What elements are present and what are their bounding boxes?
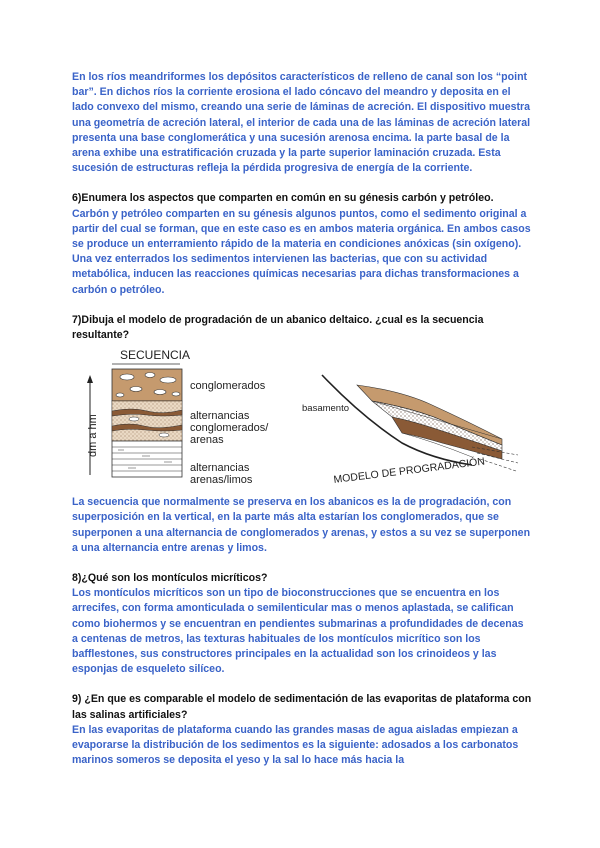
progradation-diagram [72, 347, 532, 489]
label-arenas-limos: arenas/limos [190, 474, 253, 487]
label-arenas: arenas [190, 434, 224, 447]
progradation-model [322, 375, 518, 471]
question-8: 8)¿Qué son los montículos micríticos? [72, 572, 268, 585]
question-9: 9) ¿En que es comparable el modelo de sedimentación de las evaporitas de plataforma con las salinas artificiales? [72, 693, 532, 721]
answer-7: La secuencia que normalmente se preserva en los abanicos es la de progradación, con superposición en la vertical, en la parte más alta estarían los conglomerados, que se superponen a una alternancia de conglomerados y arenas, y estos a su vez se superponen a una alternancia entre arenas y limos. [72, 496, 531, 554]
strat-column [112, 369, 182, 477]
answer-6: Carbón y petróleo comparten en su génesis algunos puntos, como el sedimento original a partir del cual se forman, que en este caso es en ambos materia orgánica. En ambos casos se produce un enterramiento rápido de la materia en condiciones anóxicas (sin oxígeno). Una vez enterrados los sedimentos intervienen las bacterias, que con su actividad metabólica, inducen las reacciones químicas necesarias para dichas transformaciones a carbón o petróleo. [72, 207, 531, 296]
intro-paragraph: En los ríos meandriformes los depósitos característicos de relleno de canal son los “point bar”. En dichos ríos la corriente erosiona el lado cóncavo del meandro y deposita en el lado convexo del mismo, creando una serie de láminas de acreción. El dispositivo muestra una geometría de acreción lateral, el interior de cada una de las láminas de acreción lateral presenta una base conglomerática y una sucesión arenosa encima. la parte basal de la arena exhibe una estratificación cruzada y la parte superior laminación cruzada. Esta sucesión de estructuras refleja la pérdida progresiva de energía de la corriente. [72, 71, 531, 175]
label-conglomerados-arenas: conglomerados/ [190, 422, 269, 435]
answer-8: Los montículos micríticos son un tipo de bioconstrucciones que se encuentra en los arrecifes, con forma amonticulada o semilenticular mas o menos aplastada, se califican como biohermos y se encuentran en pendientes submarinas a profundidades de decenas a centenas de metros, las texturas habituales de los montículos micrítico son los bafflestones, sus constructores principales en la actualidad son los crinoideos y las esponjas de esqueleto silíceo. [72, 587, 524, 676]
label-basamento: basamento [302, 403, 350, 415]
secuencia-label: SECUENCIA [120, 348, 191, 363]
question-7: 7)Dibuja el modelo de progradación de un abanico deltaico. ¿cual es la secuencia resultante? [72, 313, 484, 342]
label-modelo-progradacion: MODELO DE PROGRADACIÓN [332, 455, 486, 487]
answer-9: En las evaporitas de plataforma cuando las grandes masas de agua aisladas empiezan a evaporarse la distribución de los sedimentos es la siguiente: adosados a los carbonatos marinos someros se deposita el yeso y la sal lo hace más hacia la [72, 723, 519, 767]
label-alternancias-2: alternancias [190, 462, 250, 475]
scale-arrowhead [87, 375, 93, 383]
progradation-figure [72, 347, 532, 489]
question-6: 6)Enumera los aspectos que comparten en común en su génesis carbón y petróleo. [72, 192, 494, 205]
label-conglomerados: conglomerados [190, 380, 266, 393]
label-alternancias-1: alternancias [190, 410, 250, 423]
document-page [72, 70, 532, 769]
scale-label: dm a hm [87, 414, 99, 458]
